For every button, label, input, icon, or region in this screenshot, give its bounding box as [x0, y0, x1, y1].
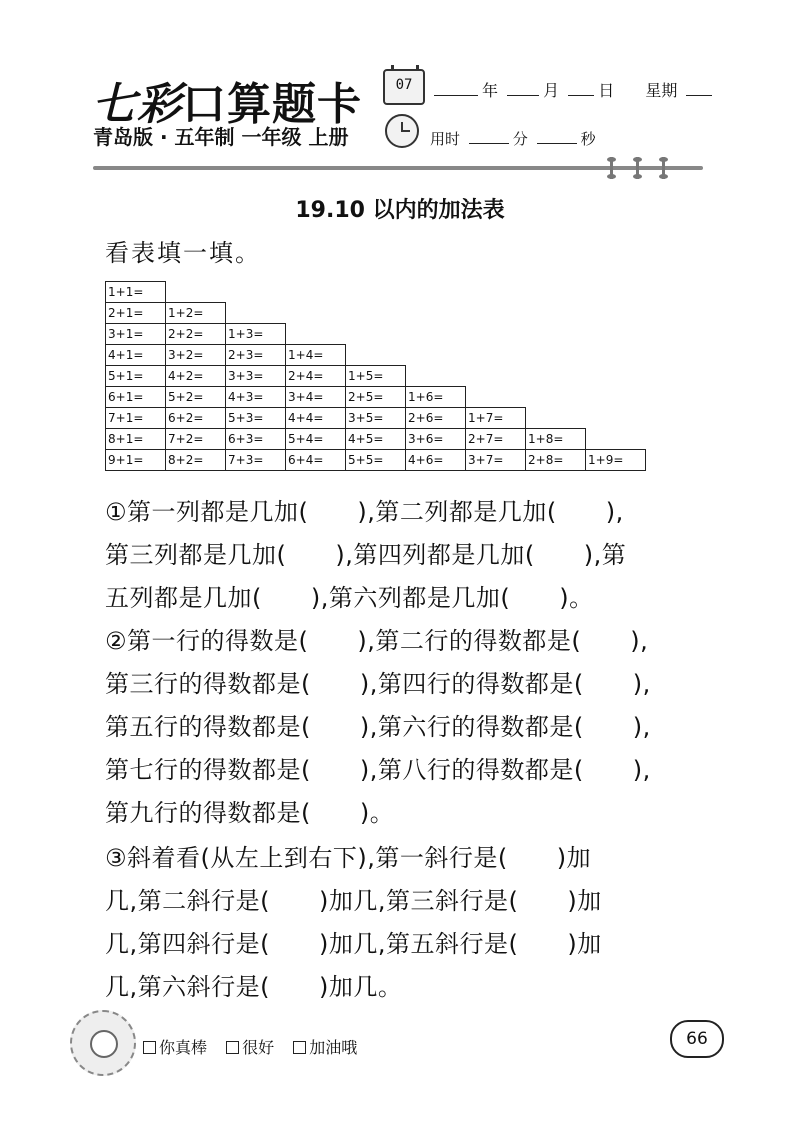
- question-1-line-1: ①第一列都是几加( ),第二列都是几加( ),: [105, 498, 624, 526]
- table-cell: 6+3=: [226, 429, 286, 450]
- table-empty-cell: [586, 366, 646, 387]
- minutes-blank[interactable]: [469, 129, 509, 144]
- table-empty-cell: [406, 282, 466, 303]
- table-cell: 2+6=: [406, 408, 466, 429]
- month-blank[interactable]: [507, 81, 539, 96]
- table-row: [106, 345, 646, 366]
- table-empty-cell: [226, 303, 286, 324]
- table-cell: 5+5=: [346, 450, 406, 471]
- table-cell: 3+4=: [286, 387, 346, 408]
- table-empty-cell: [346, 324, 406, 345]
- checkbox-icon[interactable]: [226, 1041, 239, 1054]
- rating-label: 加油哦: [309, 1038, 358, 1057]
- table-empty-cell: [526, 345, 586, 366]
- table-cell: 7+1=: [106, 408, 166, 429]
- table-cell: 2+2=: [166, 324, 226, 345]
- binder-pin-icon: [636, 157, 639, 179]
- brand-script: 七彩: [92, 79, 182, 130]
- table-cell: 4+6=: [406, 450, 466, 471]
- table-cell: 3+6=: [406, 429, 466, 450]
- table-cell: 3+7=: [466, 450, 526, 471]
- table-empty-cell: [526, 387, 586, 408]
- table-row: [106, 324, 646, 345]
- table-empty-cell: [526, 324, 586, 345]
- table-cell: 8+2=: [166, 450, 226, 471]
- table-cell: 5+1=: [106, 366, 166, 387]
- table-empty-cell: [346, 282, 406, 303]
- table-cell: 1+4=: [286, 345, 346, 366]
- rating-option-keep-going[interactable]: [293, 1038, 357, 1057]
- binder-pin-icon: [662, 157, 665, 179]
- calendar-icon: [383, 69, 425, 105]
- self-rating: [143, 1035, 371, 1058]
- question-1-line-2: 第三列都是几加( ),第四列都是几加( ),第: [105, 541, 627, 569]
- month-label: 月: [543, 81, 560, 100]
- table-cell: 2+1=: [106, 303, 166, 324]
- table-empty-cell: [466, 324, 526, 345]
- question-1-line-3: 五列都是几加( ),第六列都是几加( )。: [105, 584, 594, 612]
- minutes-label: 分: [512, 130, 528, 148]
- table-cell: 6+1=: [106, 387, 166, 408]
- mascot-illustration: [70, 1010, 136, 1076]
- table-cell: 5+3=: [226, 408, 286, 429]
- time-line: [430, 128, 596, 149]
- table-empty-cell: [466, 387, 526, 408]
- question-2-line-4: 第七行的得数都是( ),第八行的得数都是( ),: [105, 756, 651, 784]
- table-cell: 4+5=: [346, 429, 406, 450]
- rating-option-good[interactable]: [226, 1038, 274, 1057]
- clock-icon: [385, 114, 419, 148]
- table-empty-cell: [466, 345, 526, 366]
- seconds-label: 秒: [580, 130, 596, 148]
- table-cell: 3+2=: [166, 345, 226, 366]
- day-label: 日: [598, 81, 615, 100]
- table-cell: 1+1=: [106, 282, 166, 303]
- table-cell: 3+1=: [106, 324, 166, 345]
- table-cell: 7+3=: [226, 450, 286, 471]
- addition-table: [105, 281, 646, 471]
- question-2-line-5: 第九行的得数都是( )。: [105, 799, 395, 827]
- table-empty-cell: [586, 324, 646, 345]
- table-empty-cell: [466, 282, 526, 303]
- table-cell: 1+9=: [586, 450, 646, 471]
- weekday-blank[interactable]: [686, 81, 712, 96]
- table-cell: 6+2=: [166, 408, 226, 429]
- date-line: [430, 78, 716, 101]
- table-empty-cell: [406, 303, 466, 324]
- table-empty-cell: [466, 303, 526, 324]
- table-row: [106, 387, 646, 408]
- day-blank[interactable]: [568, 81, 594, 96]
- year-label: 年: [482, 81, 499, 100]
- question-3-line-2: 几,第二斜行是( )加几,第三斜行是( )加: [105, 887, 602, 915]
- table-cell: 1+2=: [166, 303, 226, 324]
- table-empty-cell: [586, 408, 646, 429]
- table-empty-cell: [526, 366, 586, 387]
- table-cell: 2+4=: [286, 366, 346, 387]
- table-empty-cell: [346, 303, 406, 324]
- instruction: 看表填一填。: [105, 239, 261, 267]
- question-2-line-1: ②第一行的得数是( ),第二行的得数都是( ),: [105, 627, 649, 655]
- table-cell: 4+1=: [106, 345, 166, 366]
- table-cell: 4+4=: [286, 408, 346, 429]
- table-row: [106, 366, 646, 387]
- page-number: 66: [670, 1020, 724, 1058]
- table-cell: 2+3=: [226, 345, 286, 366]
- edition-label: 青岛版 · 五年制 一年级 上册: [93, 125, 349, 149]
- table-cell: 9+1=: [106, 450, 166, 471]
- table-empty-cell: [406, 324, 466, 345]
- table-cell: 1+8=: [526, 429, 586, 450]
- question-2-line-2: 第三行的得数都是( ),第四行的得数都是( ),: [105, 670, 651, 698]
- table-cell: 1+7=: [466, 408, 526, 429]
- table-cell: 4+3=: [226, 387, 286, 408]
- table-row: [106, 408, 646, 429]
- table-empty-cell: [466, 366, 526, 387]
- table-cell: 2+5=: [346, 387, 406, 408]
- table-row: [106, 450, 646, 471]
- year-blank[interactable]: [434, 81, 478, 96]
- table-empty-cell: [406, 345, 466, 366]
- table-empty-cell: [526, 282, 586, 303]
- table-row: [106, 429, 646, 450]
- page-title: 19.10 以内的加法表: [295, 198, 505, 223]
- checkbox-icon[interactable]: [143, 1041, 156, 1054]
- binder-pin-icon: [610, 157, 613, 179]
- table-cell: 2+8=: [526, 450, 586, 471]
- table-empty-cell: [586, 282, 646, 303]
- weekday-label: 星期: [645, 81, 678, 100]
- table-cell: 3+5=: [346, 408, 406, 429]
- rating-label: 你真棒: [159, 1038, 208, 1057]
- rating-option-great[interactable]: [143, 1038, 207, 1057]
- table-row: [106, 282, 646, 303]
- table-cell: 4+2=: [166, 366, 226, 387]
- table-cell: 7+2=: [166, 429, 226, 450]
- table-empty-cell: [286, 282, 346, 303]
- table-empty-cell: [286, 324, 346, 345]
- table-cell: 1+6=: [406, 387, 466, 408]
- table-cell: 1+3=: [226, 324, 286, 345]
- question-3-line-3: 几,第四斜行是( )加几,第五斜行是( )加: [105, 930, 602, 958]
- table-cell: 8+1=: [106, 429, 166, 450]
- table-empty-cell: [226, 282, 286, 303]
- checkbox-icon[interactable]: [293, 1041, 306, 1054]
- table-empty-cell: [346, 345, 406, 366]
- table-empty-cell: [286, 303, 346, 324]
- table-empty-cell: [526, 303, 586, 324]
- table-cell: 5+2=: [166, 387, 226, 408]
- table-cell: 2+7=: [466, 429, 526, 450]
- table-empty-cell: [586, 429, 646, 450]
- seconds-blank[interactable]: [537, 129, 577, 144]
- table-cell: 5+4=: [286, 429, 346, 450]
- table-empty-cell: [526, 408, 586, 429]
- table-row: [106, 303, 646, 324]
- time-label: 用时: [430, 130, 461, 148]
- question-3-line-1: ③斜着看(从左上到右下),第一斜行是( )加: [105, 844, 592, 872]
- table-empty-cell: [166, 282, 226, 303]
- table-empty-cell: [406, 366, 466, 387]
- table-empty-cell: [586, 303, 646, 324]
- question-2-line-3: 第五行的得数都是( ),第六行的得数都是( ),: [105, 713, 651, 741]
- table-cell: 3+3=: [226, 366, 286, 387]
- question-3-line-4: 几,第六斜行是( )加几。: [105, 973, 403, 1001]
- table-empty-cell: [586, 387, 646, 408]
- brand-name: 口算题卡: [182, 79, 362, 130]
- calendar-number: 07: [395, 77, 413, 93]
- table-cell: 1+5=: [346, 366, 406, 387]
- rating-label: 很好: [242, 1038, 275, 1057]
- table-cell: 6+4=: [286, 450, 346, 471]
- table-empty-cell: [586, 345, 646, 366]
